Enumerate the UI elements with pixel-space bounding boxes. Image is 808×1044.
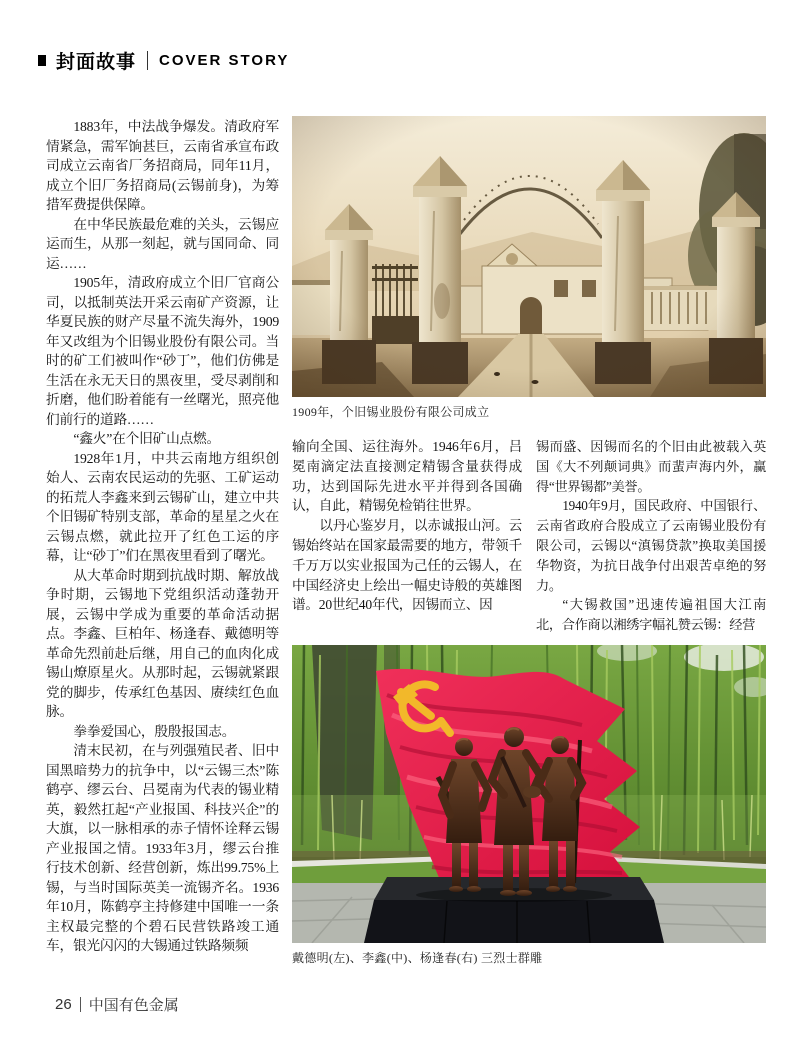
paragraph: 锡而盛、因锡而名的个旧由此被载入英国《大不列颠词典》而蜚声海内外，赢得“世界锡都”美誉。 bbox=[536, 439, 766, 494]
page-number: 26 bbox=[55, 996, 72, 1013]
statue-photo-illustration bbox=[292, 645, 766, 943]
historic-gate-photo bbox=[292, 116, 766, 420]
section-title-english: COVER STORY bbox=[159, 52, 290, 69]
header-square-bullet-icon bbox=[38, 55, 46, 66]
paragraph: 在中华民族最危难的关头，云锡应运而生，从那一刻起，就与国同命、同运…… bbox=[46, 216, 279, 271]
bottom-photo-caption: 戴德明(左)、李鑫(中)、杨逢春(右) 三烈士群雕 bbox=[292, 951, 543, 965]
paragraph: 从大革命时期到抗战时期、解放战争时期，云锡地下党组织活动蓬勃开展，云锡中学成为重要的革命活动据点。李鑫、巨柏年、杨逢春、戴德明等革命先烈前赴后继，用自己的血肉化成锡山燎原星火。从那时起，云锡就紧跟党的脚步，传承红色基因、赓续红色血脉。 bbox=[46, 567, 279, 719]
article-column-3 bbox=[536, 437, 766, 637]
paragraph: 1940年9月，国民政府、中国银行、云南省政府合股成立了云南锡业股份有限公司，云锡以“滇锡贷款”换取美国援华物资，为抗日战争付出艰苦卓绝的努力。 bbox=[536, 498, 766, 593]
footer-divider bbox=[80, 997, 81, 1012]
top-photo-caption: 1909年，个旧锡业股份有限公司成立 bbox=[292, 405, 490, 419]
paragraph: “鑫火”在个旧矿山点燃。 bbox=[73, 431, 221, 446]
magazine-name: 中国有色金属 bbox=[88, 997, 179, 1014]
paragraph: “大锡救国”迅速传遍祖国大江南北，合作商以湘绣字幅礼赞云锡：经营 bbox=[536, 597, 766, 633]
paragraph: 清末民初，在与列强殖民者、旧中国黑暗势力的抗争中，以“云锡三杰”陈鹤亭、缪云台、吕冕南为代表的锡业精英，毅然扛起“产业报国、科技兴企”的大旗，以一脉相承的赤子情怀诠释云锡产业报国之情。1933年3月，缪云台推行技术创新、经营创新，炼出99.75%上锡，与当时国际英美一流锡齐名。1936年10月，陈鹤亭主持修建中国唯一一条主权最完整的个碧石民营铁路竣工通车，银光闪闪的大锡通过铁路频频 bbox=[46, 743, 279, 953]
header-divider bbox=[147, 51, 148, 70]
martyrs-statue-photo bbox=[292, 645, 766, 966]
article-column-2 bbox=[292, 437, 522, 637]
page-header bbox=[38, 47, 289, 74]
paragraph: 拳拳爱国心，殷殷报国志。 bbox=[73, 723, 236, 739]
paragraph: 1928年1月，中共云南地方组织创始人、云南农民运动的先驱、工矿运动的拓荒人李鑫来到云锡矿山，建立中共个旧锡矿特别支部，革命的星星之火在云锡点燃，就此拉开了红色工运的序幕，让“砂丁”们在黑夜里看到了曙光。 bbox=[46, 450, 279, 563]
paragraph: 输向全国、运往海外。1946年6月，吕冕南滴定法直接测定精锡含量获得成功，达到国际先进水平并得到各国确认，自此，精锡免检销往世界。 bbox=[292, 439, 522, 514]
paragraph: 以丹心鉴岁月，以赤诚报山河。云锡始终站在国家最需要的地方，带领千千万万以实业报国为己任的云锡人，在中国经济史上绘出一幅史诗般的英雄图谱。20世纪40年代，因锡而立、因 bbox=[292, 518, 522, 613]
gate-photo-illustration bbox=[292, 116, 766, 397]
section-title-chinese: 封面故事 bbox=[56, 52, 137, 73]
paragraph: 1905年，清政府成立个旧厂官商公司，以抵制英法开采云南矿产资源，让华夏民族的财产尽量不流失海外，1909年又改组为个旧锡业股份有限公司。当时的矿工们被叫作“砂丁”，他们仿佛是生活在永无天日的黑夜里，受尽剥削和折磨，他们盼着能有一丝曙光，照亮他们前行的道路…… bbox=[46, 275, 279, 427]
article-column-1 bbox=[46, 117, 279, 977]
paragraph: 1883年，中法战争爆发。清政府军情紧急，需军饷甚巨，云南省承宣布政司成立云南省厂务招商局，同年11月，成立个旧厂务招商局(云锡前身)，为筹措军费提供保障。 bbox=[46, 119, 279, 212]
page-footer bbox=[55, 994, 179, 1015]
